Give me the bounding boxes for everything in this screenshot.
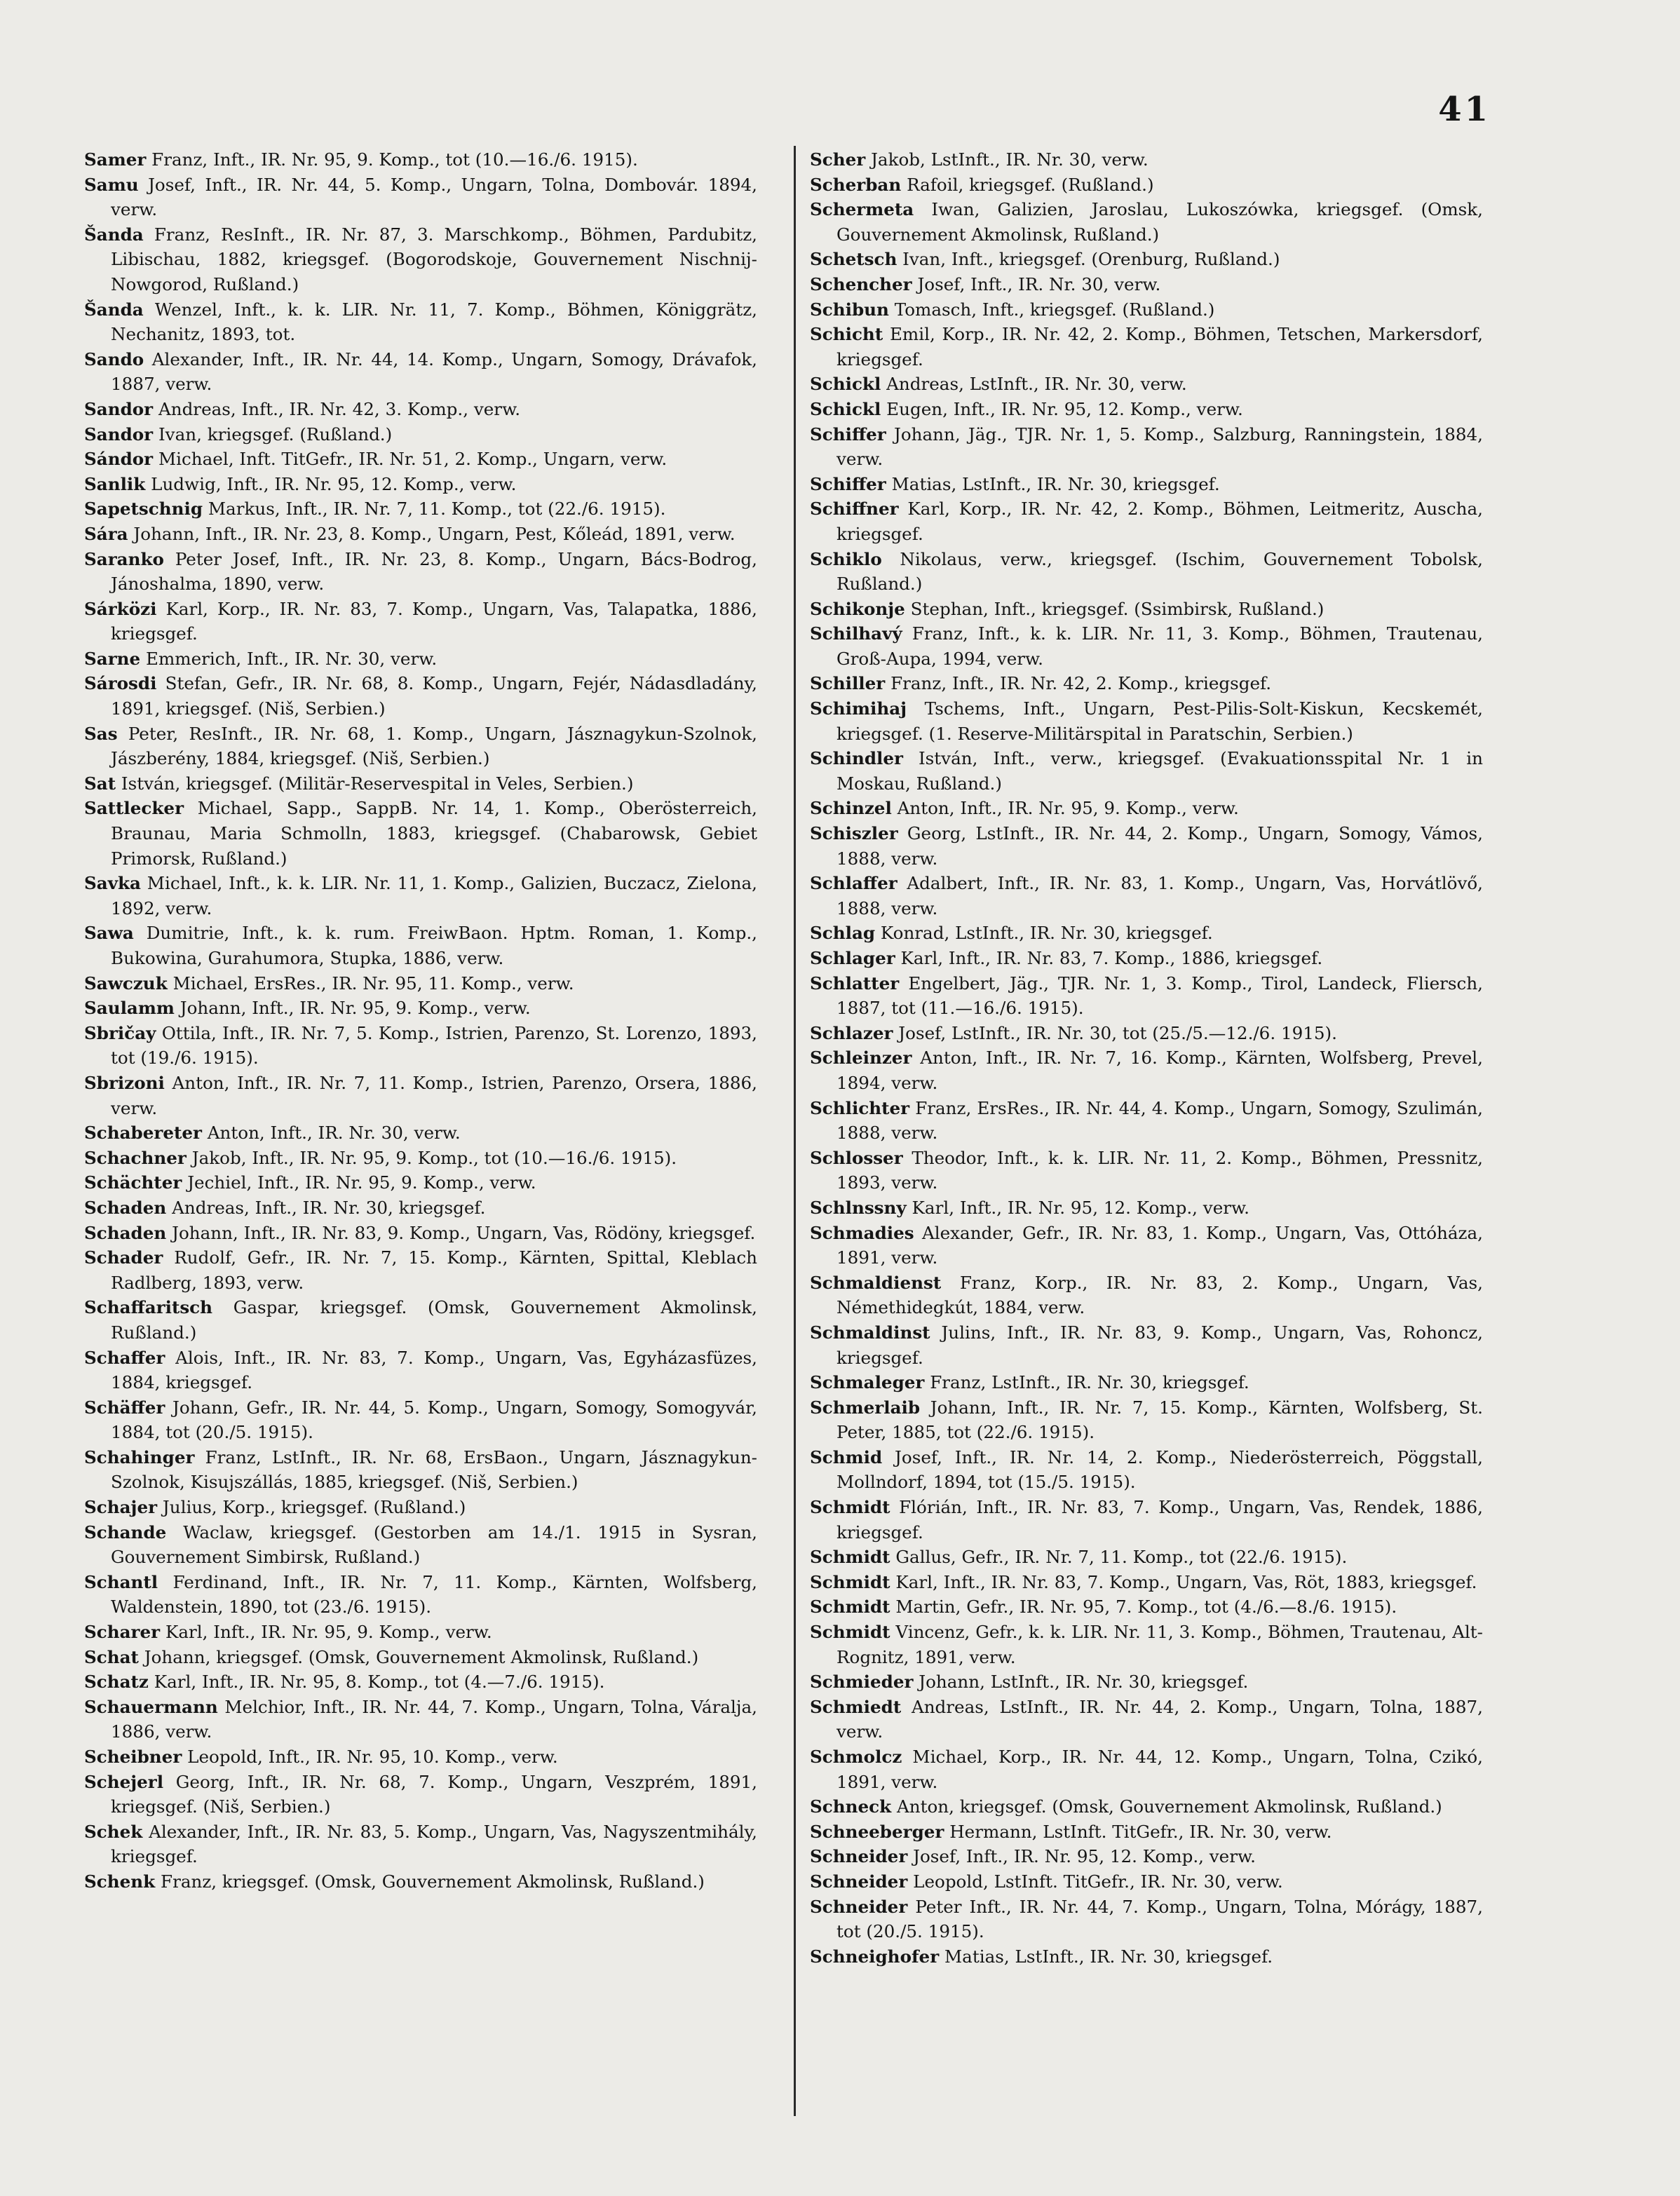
entry-surname: Schmolcz xyxy=(810,1747,902,1767)
entry-surname: Schmid xyxy=(810,1446,883,1468)
entry-details: Stefan, Gefr., IR. Nr. 68, 8. Komp., Ungarn, Fejér, Nádasdladány, 1891, kriegsgef. (Niš, Serbien.) xyxy=(111,673,757,719)
entry xyxy=(84,1195,757,1221)
entry-details: Josef, LstInft., IR. Nr. 30, tot (25./5.—12./6. 1915). xyxy=(898,1022,1337,1043)
entry-surname: Schneider xyxy=(810,1896,908,1917)
entry-details: Michael, ErsRes., IR. Nr. 95, 11. Komp., verw. xyxy=(172,972,574,994)
entry-surname: Schaffer xyxy=(84,1347,165,1368)
entry-surname: Schmidt xyxy=(810,1571,890,1592)
entry-surname: Sas xyxy=(84,723,118,744)
entry-details: Andreas, LstInft., IR. Nr. 30, verw. xyxy=(886,374,1187,395)
entry-surname: Schiffner xyxy=(810,499,899,520)
entry xyxy=(810,1819,1483,1845)
entry xyxy=(810,1395,1483,1445)
entry-details: Leopold, LstInft. TitGefr., IR. Nr. 30, verw. xyxy=(913,1871,1283,1892)
entry-surname: Schlichter xyxy=(810,1097,910,1118)
entry-surname: Schneider xyxy=(810,1871,908,1892)
entry xyxy=(84,1770,757,1819)
entry-surname: Sanlik xyxy=(84,473,146,494)
entry-surname: Schleinzer xyxy=(810,1048,912,1069)
entry-details: Jechiel, Inft., IR. Nr. 95, 9. Komp., verw. xyxy=(187,1172,536,1193)
entry-details: Jakob, Inft., IR. Nr. 95, 9. Komp., tot (10.—16./6. 1915). xyxy=(191,1147,677,1168)
entry-details: Iwan, Galizien, Jaroslau, Lukoszówka, kriegsgef. (Omsk, Gouvernement Akmolinsk, Rußland.) xyxy=(836,199,1483,245)
entry-details: Michael, Korp., IR. Nr. 44, 12. Komp., Ungarn, Tolna, Czikó, 1891, verw. xyxy=(836,1747,1483,1792)
entry-details: Franz, LstInft., IR. Nr. 68, ErsBaon., Ungarn, Jásznagykun-Szolnok, Kisujszállás, 1885, kriegsgef. (Niš, Serbien.) xyxy=(111,1446,757,1493)
entry-details: Theodor, Inft., k. k. LIR. Nr. 11, 2. Komp., Böhmen, Pressnitz, 1893, verw. xyxy=(836,1147,1483,1193)
entry-details: Adalbert, Inft., IR. Nr. 83, 1. Komp., Ungarn, Vas, Horvátlövő, 1888, verw. xyxy=(836,873,1483,919)
entry xyxy=(810,547,1483,597)
entry xyxy=(84,347,757,397)
entry-details: Josef, Inft., IR. Nr. 95, 12. Komp., verw. xyxy=(913,1846,1256,1867)
entry-details: Johann, Jäg., TJR. Nr. 1, 5. Komp., Salzburg, Ranningstein, 1884, verw. xyxy=(836,423,1483,470)
entry xyxy=(810,597,1483,622)
entry-surname: Schatz xyxy=(84,1672,149,1693)
entry xyxy=(810,372,1483,397)
entry-surname: Samer xyxy=(84,149,147,170)
entry xyxy=(810,1370,1483,1395)
entry-surname: Schermeta xyxy=(810,199,914,220)
entry-details: Karl, Inft., IR. Nr. 95, 9. Komp., verw. xyxy=(165,1622,492,1643)
entry-surname: Schabereter xyxy=(84,1123,202,1144)
entry xyxy=(84,1021,757,1071)
entry xyxy=(84,671,757,721)
entry-surname: Schauermann xyxy=(84,1696,218,1717)
entry xyxy=(810,1221,1483,1270)
entry xyxy=(810,197,1483,247)
entry-details: Franz, Korp., IR. Nr. 83, 2. Komp., Ungarn, Vas, Némethidegkút, 1884, verw. xyxy=(836,1272,1483,1318)
entry-details: Waclaw, kriegsgef. (Gestorben am 14./1. 1915 in Sysran, Gouvernement Simbirsk, Rußland.) xyxy=(111,1521,757,1568)
entry xyxy=(84,1445,757,1495)
entry-surname: Sawczuk xyxy=(84,972,168,994)
entry xyxy=(810,1096,1483,1146)
entry-details: Martin, Gefr., IR. Nr. 95, 7. Komp., tot (4./6.—8./6. 1915). xyxy=(895,1597,1397,1618)
entry-surname: Sat xyxy=(84,773,116,794)
entry xyxy=(84,721,757,771)
entry-surname: Schlnssny xyxy=(810,1197,907,1218)
entry-surname: Schlazer xyxy=(810,1022,893,1043)
entry-surname: Schmaldienst xyxy=(810,1272,942,1293)
entry xyxy=(810,1844,1483,1869)
entry xyxy=(84,1869,757,1895)
entry xyxy=(84,1170,757,1195)
entry xyxy=(84,547,757,597)
entry-details: Franz, kriegsgef. (Omsk, Gouvernement Akmolinsk, Rußland.) xyxy=(161,1871,705,1892)
entry xyxy=(84,597,757,646)
entry-surname: Schlager xyxy=(810,948,895,968)
entry xyxy=(810,472,1483,497)
entry-surname: Scharer xyxy=(84,1622,161,1643)
entry xyxy=(84,771,757,797)
entry-details: Rudolf, Gefr., IR. Nr. 7, 15. Komp., Kärnten, Spittal, Kleblach Radlberg, 1893, verw. xyxy=(111,1247,757,1293)
entry-surname: Scherban xyxy=(810,174,902,195)
entry xyxy=(810,1944,1483,1970)
entry-details: Gallus, Gefr., IR. Nr. 7, 11. Komp., tot (22./6. 1915). xyxy=(895,1547,1348,1568)
entry-surname: Schmaleger xyxy=(810,1372,925,1393)
entry xyxy=(810,247,1483,272)
entry-details: Julius, Korp., kriegsgef. (Rußland.) xyxy=(162,1497,466,1518)
entry xyxy=(810,1570,1483,1595)
entry xyxy=(810,272,1483,297)
entry xyxy=(84,422,757,447)
entry-surname: Schmiedt xyxy=(810,1696,902,1717)
entry-surname: Sándor xyxy=(84,449,154,470)
entry xyxy=(84,1620,757,1645)
entry-details: Wenzel, Inft., k. k. LIR. Nr. 11, 7. Komp., Böhmen, Königgrätz, Nechanitz, 1893, tot. xyxy=(111,299,757,345)
entry-surname: Sandor xyxy=(84,398,154,419)
entry-details: Anton, kriegsgef. (Omsk, Gouvernement Akmolinsk, Rußland.) xyxy=(897,1796,1442,1817)
entry-details: Michael, Sapp., SappB. Nr. 14, 1. Komp., Oberösterreich, Braunau, Maria Schmolln, 1883, kriegsgef. (Chabarowsk, Gebiet Primorsk, Rußland.) xyxy=(111,798,757,869)
entry xyxy=(810,1545,1483,1570)
entry xyxy=(810,1620,1483,1669)
entry-details: Alois, Inft., IR. Nr. 83, 7. Komp., Ungarn, Vas, Egyházasfüzes, 1884, kriegsgef. xyxy=(111,1347,757,1393)
entry xyxy=(810,1021,1483,1046)
entry-surname: Schejerl xyxy=(84,1771,164,1792)
entry xyxy=(810,147,1483,172)
entry-details: Peter Inft., IR. Nr. 44, 7. Komp., Ungarn, Tolna, Mórágy, 1887, tot (20./5. 1915). xyxy=(836,1896,1483,1942)
entry-surname: Samu xyxy=(84,174,139,195)
entry-surname: Schlaffer xyxy=(810,873,897,894)
entry xyxy=(810,1794,1483,1819)
entry xyxy=(810,1045,1483,1095)
entry xyxy=(84,222,757,297)
entry-surname: Schencher xyxy=(810,273,912,294)
entry-surname: Schat xyxy=(84,1646,139,1667)
entry xyxy=(810,746,1483,796)
entry-details: Ferdinand, Inft., IR. Nr. 7, 11. Komp., Kärnten, Wolfsberg, Waldenstein, 1890, tot (23./6. 1915). xyxy=(111,1571,757,1618)
entry-surname: Sandor xyxy=(84,423,154,445)
entry xyxy=(84,871,757,921)
entry-details: Andreas, Inft., IR. Nr. 42, 3. Komp., verw. xyxy=(158,398,521,419)
entry-details: Karl, Korp., IR. Nr. 83, 7. Komp., Ungarn, Vas, Talapatka, 1886, kriegsgef. xyxy=(111,598,757,644)
entry-details: Karl, Inft., IR. Nr. 95, 12. Komp., verw. xyxy=(912,1197,1249,1218)
entry-details: Emmerich, Inft., IR. Nr. 30, verw. xyxy=(146,648,438,669)
entry-surname: Scheibner xyxy=(84,1747,182,1767)
entry xyxy=(810,696,1483,746)
entry xyxy=(810,1744,1483,1794)
entry-surname: Schmidt xyxy=(810,1497,890,1518)
entry-surname: Schader xyxy=(84,1247,163,1268)
entry xyxy=(84,646,757,672)
entry xyxy=(810,1869,1483,1895)
right-column xyxy=(810,147,1483,1969)
entry-details: Andreas, Inft., IR. Nr. 30, kriegsgef. xyxy=(172,1197,486,1218)
entry xyxy=(84,522,757,547)
entry-surname: Schmidt xyxy=(810,1547,890,1568)
entry-details: Andreas, LstInft., IR. Nr. 44, 2. Komp., Ungarn, Tolna, 1887, verw. xyxy=(836,1696,1483,1742)
entry-surname: Schicht xyxy=(810,324,883,345)
entry xyxy=(84,796,757,871)
entry-details: Stephan, Inft., kriegsgef. (Ssimbirsk, Rußland.) xyxy=(910,598,1325,619)
entry-details: Konrad, LstInft., IR. Nr. 30, kriegsgef. xyxy=(880,923,1213,944)
entry xyxy=(810,821,1483,871)
entry xyxy=(810,172,1483,198)
entry-details: Alexander, Inft., IR. Nr. 44, 14. Komp., Ungarn, Somogy, Drávafok, 1887, verw. xyxy=(111,348,757,395)
entry xyxy=(810,871,1483,921)
entry-details: Josef, Inft., IR. Nr. 30, verw. xyxy=(917,273,1161,294)
entry-surname: Schmaldinst xyxy=(810,1322,930,1343)
entry-surname: Schek xyxy=(84,1821,143,1842)
entry-surname: Schande xyxy=(84,1521,167,1543)
entry xyxy=(84,1120,757,1146)
entry-details: Eugen, Inft., IR. Nr. 95, 12. Komp., verw. xyxy=(886,398,1243,419)
entry-surname: Schilhavý xyxy=(810,623,902,644)
entry-surname: Schiller xyxy=(810,673,886,694)
entry xyxy=(84,496,757,522)
entry-details: Melchior, Inft., IR. Nr. 44, 7. Komp., Ungarn, Tolna, Váralja, 1886, verw. xyxy=(111,1696,757,1742)
entry xyxy=(810,1895,1483,1944)
left-column xyxy=(84,147,757,1895)
entry-surname: Schiklo xyxy=(810,548,882,569)
entry-details: Tschems, Inft., Ungarn, Pest-Pilis-Solt-Kiskun, Kecskemét, kriegsgef. (1. Reserve-Militärspital in Paratschin, Serbien.) xyxy=(836,698,1483,744)
entry-details: Johann, Inft., IR. Nr. 7, 15. Komp., Kärnten, Wolfsberg, St. Peter, 1885, tot (22./6. 1915). xyxy=(836,1397,1483,1443)
entry xyxy=(84,1071,757,1120)
entry xyxy=(810,1445,1483,1495)
entry-details: Rafoil, kriegsgef. (Rußland.) xyxy=(907,174,1154,195)
entry xyxy=(810,1695,1483,1744)
entry-surname: Sbričay xyxy=(84,1022,156,1043)
entry-details: Markus, Inft., IR. Nr. 7, 11. Komp., tot (22./6. 1915). xyxy=(208,499,666,520)
entry-surname: Saulamm xyxy=(84,998,175,1019)
entry-details: Michael, Inft. TitGefr., IR. Nr. 51, 2. Komp., Ungarn, verw. xyxy=(158,449,668,470)
entry-details: Ivan, Inft., kriegsgef. (Orenburg, Rußland.) xyxy=(902,249,1280,270)
entry-surname: Sando xyxy=(84,348,144,370)
entry xyxy=(810,397,1483,422)
entry-details: István, kriegsgef. (Militär-Reservespital in Veles, Serbien.) xyxy=(121,773,634,794)
entry xyxy=(810,1270,1483,1320)
entry-surname: Schetsch xyxy=(810,249,897,270)
entry-surname: Scher xyxy=(810,149,866,170)
entry-surname: Schaden xyxy=(84,1197,167,1218)
entry-surname: Schinzel xyxy=(810,798,892,819)
entry-surname: Schlosser xyxy=(810,1147,903,1168)
entry-surname: Schächter xyxy=(84,1172,182,1193)
entry-details: Gaspar, kriegsgef. (Omsk, Gouvernement Akmolinsk, Rußland.) xyxy=(111,1297,757,1343)
entry-details: Ottila, Inft., IR. Nr. 7, 5. Komp., Istrien, Parenzo, St. Lorenzo, 1893, tot (19./6. 1915). xyxy=(111,1022,757,1069)
entry xyxy=(810,1495,1483,1545)
entry-surname: Schenk xyxy=(84,1871,156,1892)
entry-surname: Schaden xyxy=(84,1222,167,1243)
entry-details: Tomasch, Inft., kriegsgef. (Rußland.) xyxy=(894,299,1215,320)
entry-surname: Sárközi xyxy=(84,598,157,619)
entry-surname: Schimihaj xyxy=(810,698,907,719)
entry xyxy=(810,946,1483,971)
entry-details: Ludwig, Inft., IR. Nr. 95, 12. Komp., verw. xyxy=(151,473,517,494)
entry-details: Franz, Inft., IR. Nr. 95, 9. Komp., tot (10.—16./6. 1915). xyxy=(151,149,638,170)
entry-details: Leopold, Inft., IR. Nr. 95, 10. Komp., verw. xyxy=(187,1747,558,1767)
entry-surname: Schiszler xyxy=(810,823,898,844)
entry xyxy=(810,422,1483,472)
entry-surname: Schneider xyxy=(810,1846,908,1867)
entry-surname: Schickl xyxy=(810,398,881,419)
entry xyxy=(84,1146,757,1171)
entry-surname: Schikonje xyxy=(810,598,905,619)
entry xyxy=(810,1320,1483,1370)
entry xyxy=(84,1395,757,1445)
entry-details: Matias, LstInft., IR. Nr. 30, kriegsgef. xyxy=(944,1946,1273,1967)
entry-surname: Schachner xyxy=(84,1147,187,1168)
entry xyxy=(810,1669,1483,1695)
entry-details: Johann, Gefr., IR. Nr. 44, 5. Komp., Ungarn, Somogy, Somogyvár, 1884, tot (20./5. 1915). xyxy=(111,1397,757,1443)
entry xyxy=(84,921,757,970)
entry-details: Vincenz, Gefr., k. k. LIR. Nr. 11, 3. Komp., Böhmen, Trautenau, Alt-Rognitz, 1891, verw. xyxy=(836,1622,1483,1667)
entry xyxy=(84,397,757,422)
entry-details: Hermann, LstInft. TitGefr., IR. Nr. 30, verw. xyxy=(949,1821,1332,1842)
entry xyxy=(84,297,757,347)
entry-surname: Schindler xyxy=(810,748,903,769)
entry-surname: Schneck xyxy=(810,1796,892,1817)
entry-surname: Sattlecker xyxy=(84,798,184,819)
entry-surname: Schmerlaib xyxy=(810,1397,921,1418)
entry xyxy=(84,1221,757,1246)
entry-surname: Schlatter xyxy=(810,972,900,994)
entry-surname: Schmadies xyxy=(810,1222,914,1243)
entry xyxy=(810,921,1483,946)
entry-surname: Šanda xyxy=(84,224,144,245)
entry xyxy=(84,472,757,497)
entry-details: Johann, Inft., IR. Nr. 95, 9. Komp., verw. xyxy=(179,998,531,1019)
entry-surname: Sára xyxy=(84,523,128,544)
entry-surname: Sawa xyxy=(84,923,134,944)
entry-surname: Schibun xyxy=(810,299,889,320)
entry xyxy=(810,1594,1483,1620)
entry xyxy=(84,1744,757,1770)
entry-surname: Schiffer xyxy=(810,473,886,494)
entry xyxy=(810,297,1483,323)
entry-details: Franz, ResInft., IR. Nr. 87, 3. Marschkomp., Böhmen, Pardubitz, Libischau, 1882, kriegsgef. (Bogorodskoje, Gouvernement Nischnij-Nowgorod, Rußland.) xyxy=(111,224,757,294)
entry-surname: Sárosdi xyxy=(84,673,157,694)
entry-details: Franz, Inft., k. k. LIR. Nr. 11, 3. Komp., Böhmen, Trautenau, Groß-Aupa, 1994, verw. xyxy=(836,623,1483,669)
entry-surname: Schmieder xyxy=(810,1672,914,1693)
entry-details: Josef, Inft., IR. Nr. 14, 2. Komp., Niederösterreich, Pöggstall, Mollndorf, 1894, tot (15./5. 1915). xyxy=(836,1446,1483,1493)
entry-details: Alexander, Inft., IR. Nr. 83, 5. Komp., Ungarn, Vas, Nagyszentmihály, kriegsgef. xyxy=(111,1821,757,1867)
entry-surname: Schahinger xyxy=(84,1446,195,1468)
entry-details: Karl, Inft., IR. Nr. 83, 7. Komp., Ungarn, Vas, Röt, 1883, kriegsgef. xyxy=(895,1571,1477,1592)
entry-details: Franz, ErsRes., IR. Nr. 44, 4. Komp., Ungarn, Somogy, Szulimán, 1888, verw. xyxy=(836,1097,1483,1144)
entry xyxy=(84,447,757,472)
entry-details: Johann, Inft., IR. Nr. 83, 9. Komp., Ungarn, Vas, Rödöny, kriegsgef. xyxy=(172,1222,756,1243)
entry xyxy=(810,1146,1483,1195)
entry-details: Johann, Inft., IR. Nr. 23, 8. Komp., Ungarn, Pest, Kőleád, 1891, verw. xyxy=(133,523,736,544)
entry-details: Georg, Inft., IR. Nr. 68, 7. Komp., Ungarn, Veszprém, 1891, kriegsgef. (Niš, Serbien.) xyxy=(111,1771,757,1817)
entry xyxy=(84,1645,757,1670)
entry-surname: Schmidt xyxy=(810,1597,890,1618)
entry-details: Ivan, kriegsgef. (Rußland.) xyxy=(158,423,393,445)
entry xyxy=(810,322,1483,372)
entry-surname: Schantl xyxy=(84,1571,158,1592)
entry xyxy=(84,1669,757,1695)
entry-details: Peter Josef, Inft., IR. Nr. 23, 8. Komp., Ungarn, Bács-Bodrog, Jánoshalma, 1890, verw. xyxy=(111,548,757,595)
entry-details: Anton, Inft., IR. Nr. 7, 11. Komp., Istrien, Parenzo, Orsera, 1886, verw. xyxy=(111,1072,757,1118)
entry-surname: Šanda xyxy=(84,299,144,320)
entry xyxy=(84,1520,757,1570)
entry-surname: Schajer xyxy=(84,1497,158,1518)
entry-details: Anton, Inft., IR. Nr. 7, 16. Komp., Kärnten, Wolfsberg, Prevel, 1894, verw. xyxy=(836,1048,1483,1093)
entry-details: Karl, Korp., IR. Nr. 42, 2. Komp., Böhmen, Leitmeritz, Auscha, kriegsgef. xyxy=(836,499,1483,544)
entry-details: Jakob, LstInft., IR. Nr. 30, verw. xyxy=(871,149,1149,170)
entry-surname: Schneeberger xyxy=(810,1821,944,1842)
entry-details: Alexander, Gefr., IR. Nr. 83, 1. Komp., Ungarn, Vas, Ottóháza, 1891, verw. xyxy=(836,1222,1483,1268)
entry xyxy=(84,1819,757,1869)
entry-surname: Schaffaritsch xyxy=(84,1297,213,1318)
entry-details: Karl, Inft., IR. Nr. 95, 8. Komp., tot (4.—7./6. 1915). xyxy=(154,1672,605,1693)
entry xyxy=(810,671,1483,696)
entry-surname: Sarne xyxy=(84,648,141,669)
entry-details: Matias, LstInft., IR. Nr. 30, kriegsgef. xyxy=(891,473,1220,494)
entry xyxy=(810,621,1483,671)
entry-details: Karl, Inft., IR. Nr. 83, 7. Komp., 1886, kriegsgef. xyxy=(900,948,1323,968)
entry-surname: Schmidt xyxy=(810,1622,890,1643)
entry xyxy=(84,1570,757,1620)
entry-details: Anton, Inft., IR. Nr. 30, verw. xyxy=(207,1123,461,1144)
entry xyxy=(84,1695,757,1744)
entry-details: Josef, Inft., IR. Nr. 44, 5. Komp., Ungarn, Tolna, Dombovár. 1894, verw. xyxy=(111,174,757,220)
entry xyxy=(84,147,757,172)
entry-details: Peter, ResInft., IR. Nr. 68, 1. Komp., Ungarn, Jásznagykun-Szolnok, Jászberény, 1884, kriegsgef. (Niš, Serbien.) xyxy=(111,723,757,769)
entry-surname: Saranko xyxy=(84,548,164,569)
entry-details: Johann, kriegsgef. (Omsk, Gouvernement Akmolinsk, Rußland.) xyxy=(144,1646,699,1667)
entry xyxy=(810,796,1483,821)
entry-surname: Schäffer xyxy=(84,1397,165,1418)
entry-surname: Schickl xyxy=(810,374,881,395)
entry xyxy=(84,996,757,1021)
entry xyxy=(810,1195,1483,1221)
entry-details: Franz, Inft., IR. Nr. 42, 2. Komp., kriegsgef. xyxy=(890,673,1272,694)
entry xyxy=(84,971,757,996)
entry-details: Johann, LstInft., IR. Nr. 30, kriegsgef. xyxy=(919,1672,1249,1693)
entry-surname: Schlag xyxy=(810,923,876,944)
entry xyxy=(84,1346,757,1395)
entry-details: Franz, LstInft., IR. Nr. 30, kriegsgef. xyxy=(930,1372,1249,1393)
entry-details: Flórián, Inft., IR. Nr. 83, 7. Komp., Ungarn, Vas, Rendek, 1886, kriegsgef. xyxy=(836,1497,1484,1543)
entry xyxy=(84,1295,757,1345)
entry xyxy=(810,496,1483,546)
entry xyxy=(84,1245,757,1295)
entry-details: Emil, Korp., IR. Nr. 42, 2. Komp., Böhmen, Tetschen, Markersdorf, kriegsgef. xyxy=(836,324,1483,370)
entry-details: Julins, Inft., IR. Nr. 83, 9. Komp., Ungarn, Vas, Rohoncz, kriegsgef. xyxy=(836,1322,1483,1368)
entry-surname: Schneighofer xyxy=(810,1946,940,1967)
entry xyxy=(84,1495,757,1520)
entry-details: Michael, Inft., k. k. LIR. Nr. 11, 1. Komp., Galizien, Buczacz, Zielona, 1892, verw. xyxy=(111,873,757,919)
entry-surname: Sbrizoni xyxy=(84,1072,165,1093)
entry-surname: Savka xyxy=(84,873,141,894)
entry-surname: Schiffer xyxy=(810,423,886,445)
entry-details: Georg, LstInft., IR. Nr. 44, 2. Komp., Ungarn, Somogy, Vámos, 1888, verw. xyxy=(836,823,1483,869)
entry-details: István, Inft., verw., kriegsgef. (Evakuationsspital Nr. 1 in Moskau, Rußland.) xyxy=(836,748,1483,794)
page-number: 41 xyxy=(1438,90,1491,129)
entry-details: Nikolaus, verw., kriegsgef. (Ischim, Gouvernement Tobolsk, Rußland.) xyxy=(836,548,1484,595)
entry-details: Anton, Inft., IR. Nr. 95, 9. Komp., verw. xyxy=(897,798,1239,819)
entry-details: Dumitrie, Inft., k. k. rum. FreiwBaon. Hptm. Roman, 1. Komp., Bukowina, Gurahumora, Stupka, 1886, verw. xyxy=(111,923,757,968)
column-divider xyxy=(794,146,796,2116)
entry xyxy=(810,971,1483,1021)
entry xyxy=(84,172,757,222)
entry-surname: Sapetschnig xyxy=(84,499,203,520)
entry-details: Engelbert, Jäg., TJR. Nr. 1, 3. Komp., Tirol, Landeck, Fliersch, 1887, tot (11.—16./6. 1915). xyxy=(836,972,1483,1019)
